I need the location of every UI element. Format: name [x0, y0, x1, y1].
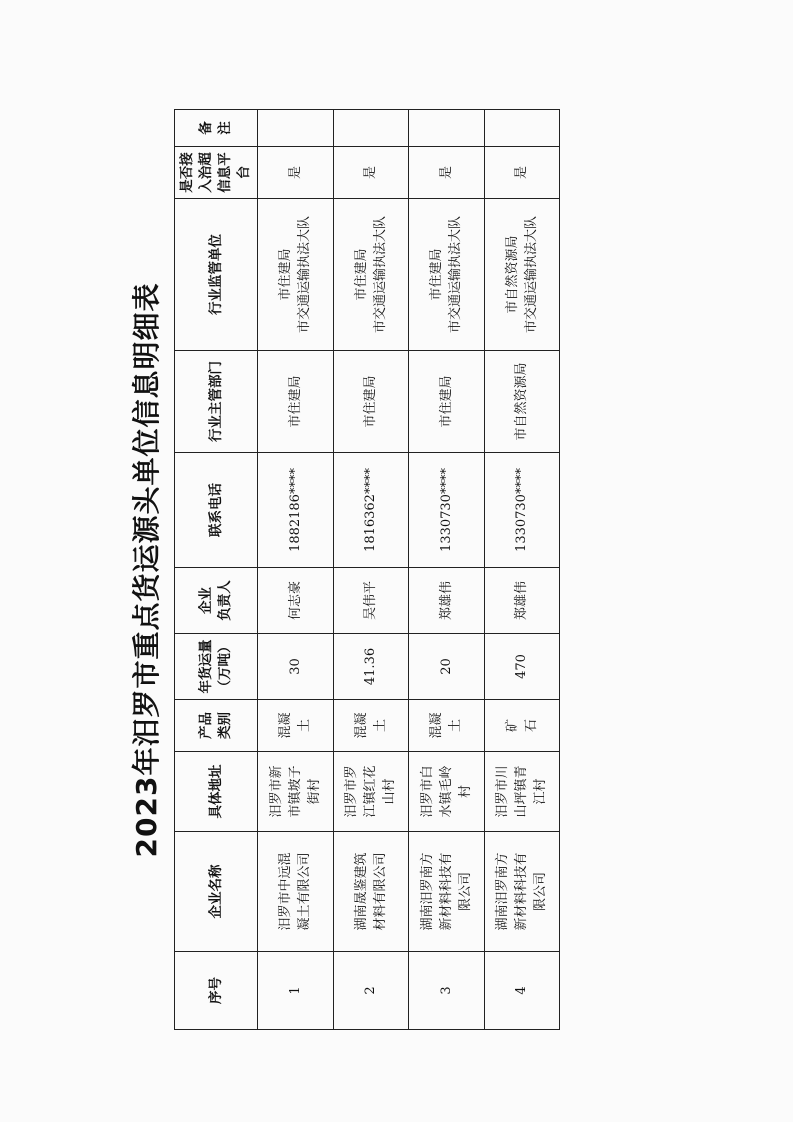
- cell-principal: 吴伟平: [333, 568, 409, 634]
- cell-connected: 是: [409, 147, 485, 199]
- cell-supervisor: 市住建局 市交通运输执法大队: [409, 199, 485, 351]
- cell-address: 汨罗市罗 江镇红花 山村: [333, 752, 409, 832]
- cell-no: 3: [409, 952, 485, 1030]
- cell-volume: 470: [484, 634, 560, 700]
- cell-volume: 30: [258, 634, 334, 700]
- cell-principal: 何志豪: [258, 568, 334, 634]
- cell-no: 2: [333, 952, 409, 1030]
- table-row: [258, 110, 334, 1030]
- table-row: [409, 110, 485, 1030]
- freight-source-table: [174, 109, 560, 1030]
- cell-name: 湖南汨罗南方 新材料科技有 限公司: [409, 832, 485, 952]
- cell-phone: 1330730****: [484, 453, 560, 568]
- cell-remark: [333, 110, 409, 147]
- cell-principal: 郑雄伟: [409, 568, 485, 634]
- cell-address: 汨罗市川 山坪镇青 江村: [484, 752, 560, 832]
- cell-phone: 1882186****: [258, 453, 334, 568]
- header-cell-connected: 是否接 入治超 信息平 台: [175, 147, 258, 199]
- document-title: 2023年汨罗市重点货运源头单位信息明细表: [130, 282, 163, 858]
- cell-phone: 1330730****: [409, 453, 485, 568]
- cell-category: 混凝 土: [258, 700, 334, 752]
- cell-address: 汨罗市白 水镇毛岭 村: [409, 752, 485, 832]
- cell-no: 4: [484, 952, 560, 1030]
- cell-name: 湖南汨罗南方 新材料科技有 限公司: [484, 832, 560, 952]
- cell-remark: [484, 110, 560, 147]
- cell-name: 湖南晟鉴建筑 材料有限公司: [333, 832, 409, 952]
- header-cell-volume: 年货运量 （万吨）: [175, 634, 258, 700]
- cell-dept: 市住建局: [409, 351, 485, 453]
- cell-supervisor: 市住建局 市交通运输执法大队: [258, 199, 334, 351]
- cell-phone: 1816362****: [333, 453, 409, 568]
- cell-address: 汨罗市新 市镇坡子 街村: [258, 752, 334, 832]
- header-cell-no: 序号: [175, 952, 258, 1030]
- header-cell-dept: 行业主管部门: [175, 351, 258, 453]
- cell-category: 混凝 土: [333, 700, 409, 752]
- cell-dept: 市住建局: [333, 351, 409, 453]
- header-row: [175, 110, 258, 1030]
- header-cell-category: 产品 类别: [175, 700, 258, 752]
- header-cell-address: 具体地址: [175, 752, 258, 832]
- cell-supervisor: 市住建局 市交通运输执法大队: [333, 199, 409, 351]
- header-cell-supervisor: 行业监管单位: [175, 199, 258, 351]
- cell-supervisor: 市自然资源局 市交通运输执法大队: [484, 199, 560, 351]
- cell-no: 1: [258, 952, 334, 1030]
- cell-connected: 是: [484, 147, 560, 199]
- cell-volume: 41.36: [333, 634, 409, 700]
- cell-principal: 郑雄伟: [484, 568, 560, 634]
- cell-dept: 市自然资源局: [484, 351, 560, 453]
- cell-remark: [258, 110, 334, 147]
- header-cell-phone: 联系电话: [175, 453, 258, 568]
- cell-name: 汨罗市中远混 凝土有限公司: [258, 832, 334, 952]
- table-row: [484, 110, 560, 1030]
- cell-volume: 20: [409, 634, 485, 700]
- cell-category: 矿 石: [484, 700, 560, 752]
- header-cell-remark: 备注: [175, 110, 258, 147]
- cell-connected: 是: [333, 147, 409, 199]
- rotated-table-frame: [120, 110, 560, 1030]
- cell-connected: 是: [258, 147, 334, 199]
- cell-remark: [409, 110, 485, 147]
- table-row: [333, 110, 409, 1030]
- cell-dept: 市住建局: [258, 351, 334, 453]
- cell-category: 混凝 土: [409, 700, 485, 752]
- header-cell-name: 企业名称: [175, 832, 258, 952]
- header-cell-principal: 企业 负责人: [175, 568, 258, 634]
